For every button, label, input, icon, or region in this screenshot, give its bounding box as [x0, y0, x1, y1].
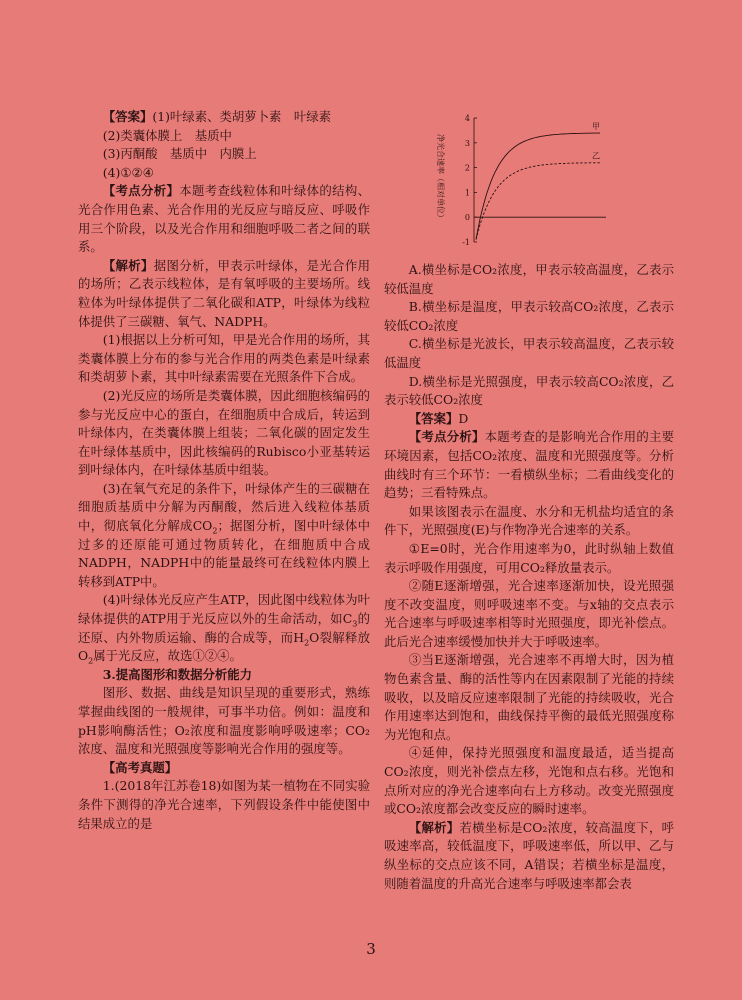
text-run: (3)在氧气充足的条件下，叶绿体产生的三碳糖在细胞质基质中分解为丙酮酸，然后进入线粒体基质中，彻底氧化分解成CO	[78, 480, 370, 534]
right-paragraph-5: ④延伸，保持光照强度和温度最适，适当提高CO₂浓度，则光补偿点左移，光饱和点右移。光饱和点所对应的净光合速率向右上方移动。改变光照强度或CO₂浓度都会改变反应的瞬时速率。	[384, 745, 674, 817]
net-photosynthesis-chart	[428, 108, 618, 248]
left-column	[78, 108, 370, 833]
answer-value: D	[458, 410, 469, 426]
exam-heading	[78, 759, 370, 778]
answer-tag: 【答案】	[102, 109, 153, 124]
explanation-text-right: 若横坐标是CO₂浓度，较高温度下，呼吸速率高，较低温度下，呼吸速率低，所以甲、乙与纵坐标的交点应该不同，A错误；若横坐标是温度，则随着温度的升高光合速率与呼吸速率都会表	[384, 819, 675, 891]
option-a: A.横坐标是CO₂浓度，甲表示较高温度，乙表示较低温度	[384, 262, 674, 296]
option-b: B.横坐标是温度，甲表示较高CO₂浓度，乙表示较低CO₂浓度	[384, 299, 674, 333]
y-tick-label: 0	[464, 213, 470, 223]
analysis-tag-right: 【考点分析】	[408, 429, 485, 445]
subscript: 2	[304, 638, 310, 648]
answer-paragraph	[78, 108, 370, 127]
chart-svg	[428, 108, 618, 248]
y-ticks	[462, 114, 477, 247]
answer-tag-right: 【答案】	[408, 410, 459, 426]
y-tick-label: 2	[464, 163, 470, 173]
option-c: C.横坐标是光波长，甲表示较高温度，乙表示较低温度	[384, 336, 674, 370]
series-label: 乙	[592, 151, 600, 161]
right-paragraph-3: ②随E逐渐增强，光合速率逐渐加快，设光照强度不改变温度，则呼吸速率不变。与x轴的交点表示光合速率与呼吸速率相等时光照强度，即光补偿点。此后光合速率缓慢加快并大于呼吸速率。	[384, 578, 674, 649]
answer-paragraph-right	[384, 410, 674, 429]
text-run: (4)叶绿体光反应产生ATP，因此图中线粒体为叶绿体提供的ATP用于光反应以外的生命活动，如C	[78, 592, 370, 627]
explanation-point-4	[78, 591, 370, 665]
explanation-point-2: (2)光反应的场所是类囊体膜，因此细胞核编码的参与光反应中心的蛋白，在细胞质中合成后，转运到叶绿体内，在类囊体膜上组装；二氧化碳的固定发生在叶绿体基质中，因此核编码的Rubisco小亚基转运到叶绿体内，在叶绿体基质中组装。	[78, 387, 370, 478]
answer-line-2: (2)类囊体膜上 基质中	[102, 127, 232, 143]
explanation-tag: 【解析】	[102, 257, 154, 273]
y-tick-label: 4	[464, 114, 470, 123]
section-paragraph: 图形、数据、曲线是知识呈现的重要形式，熟练掌握曲线图的一般规律，可事半功倍。例如：温度和pH影响酶活性；O₂浓度和温度影响呼吸速率；CO₂浓度、温度和光照强度等影响光合作用的强度等。	[78, 685, 370, 757]
analysis-text-right: 本题考查的是影响光合作用的主要环境因素，包括CO₂浓度、温度和光照强度等。分析曲线时有三个环节：一看横纵坐标；二看曲线变化的趋势；三看特殊点。	[384, 429, 674, 501]
text-run: 的还原、内外物质运输、酶的合成等，而H	[78, 611, 371, 645]
chart-curves	[476, 122, 600, 240]
subscript: 2	[212, 526, 218, 536]
subscript: 2	[88, 656, 94, 666]
explanation-paragraph	[78, 257, 370, 331]
y-tick-label: -1	[462, 238, 470, 247]
explanation-point-3	[78, 480, 370, 592]
text-run: ；据图分析，图中叶绿体中过多的还原能可通过物质转化，在细胞质中合成NADPH，NADPH中的能量最终可在线粒体内膜上转移到ATP中。	[78, 518, 371, 589]
subscript: 3	[352, 619, 358, 629]
y-axis-label: 净光合速率（相对单位）	[436, 134, 445, 222]
series-line-1	[476, 133, 600, 240]
exam-tag: 【高考真题】	[102, 759, 178, 775]
text-run: 属于光反应，故选①②④。	[93, 648, 242, 664]
right-paragraph-1: 如果该图表示在温度、水分和无机盐均适宜的条件下，光照强度(E)与作物净光合速率的关系。	[384, 503, 674, 538]
explanation-tag-right: 【解析】	[408, 819, 460, 835]
analysis-paragraph-right	[384, 428, 674, 502]
answer-line-4: (4)①②④	[102, 164, 154, 180]
series-label: 甲	[592, 121, 600, 131]
answer-text: (1)叶绿素、类胡萝卜素 叶绿素	[152, 109, 331, 124]
series-line-2	[476, 163, 600, 240]
text-run: O裂解释放O	[78, 629, 370, 664]
explanation-paragraph-right	[384, 819, 674, 893]
answer-line-3: (3)丙酮酸 基质中 内膜上	[102, 146, 257, 162]
y-tick-label: 1	[464, 188, 470, 198]
right-paragraph-4: ③当E逐渐增强，光合速率不再增大时，因为植物色素含量、酶的活性等内在因素限制了光能的持续吸收，以及暗反应速率限制了光能的持续吸收，光合作用速率达到饱和，曲线保持平衡的最低光照强度称为光饱和点。	[384, 652, 674, 742]
explanation-point-1: (1)根据以上分析可知，甲是光合作用的场所，其类囊体膜上分布的参与光合作用的两类色素是叶绿素和类胡萝卜素，其中叶绿素需要在光照条件下合成。	[78, 332, 370, 385]
analysis-paragraph	[78, 182, 370, 256]
analysis-text: 本题考查线粒体和叶绿体的结构、光合作用色素、光合作用的光反应与暗反应、呼吸作用三个阶段，以及光合作用和细胞呼吸二者之间的联系。	[78, 183, 371, 255]
y-tick-label: 3	[464, 138, 470, 148]
right-column	[384, 261, 674, 893]
exam-question: 1.(2018年江苏卷18)如图为某一植物在不同实验条件下测得的净光合速率，下列假设条件中能使图中结果成立的是	[78, 778, 370, 831]
page-number: 3	[366, 940, 376, 958]
explanation-text: 据图分析，甲表示叶绿体，是光合作用的场所；乙表示线粒体，是有氧呼吸的主要场所。线粒体为叶绿体提供了二氧化碳和ATP，叶绿体为线粒体提供了三碳糖、氧气、NADPH。	[78, 257, 371, 329]
analysis-tag: 【考点分析】	[102, 183, 180, 199]
section-heading: 3.提高图形和数据分析能力	[102, 666, 253, 682]
right-paragraph-2: ①E=0时，光合作用速率为0，此时纵轴上数值表示呼吸作用强度，可用CO₂释放量表示。	[384, 540, 674, 575]
option-d: D.横坐标是光照强度，甲表示较高CO₂浓度，乙表示较低CO₂浓度	[384, 373, 674, 408]
